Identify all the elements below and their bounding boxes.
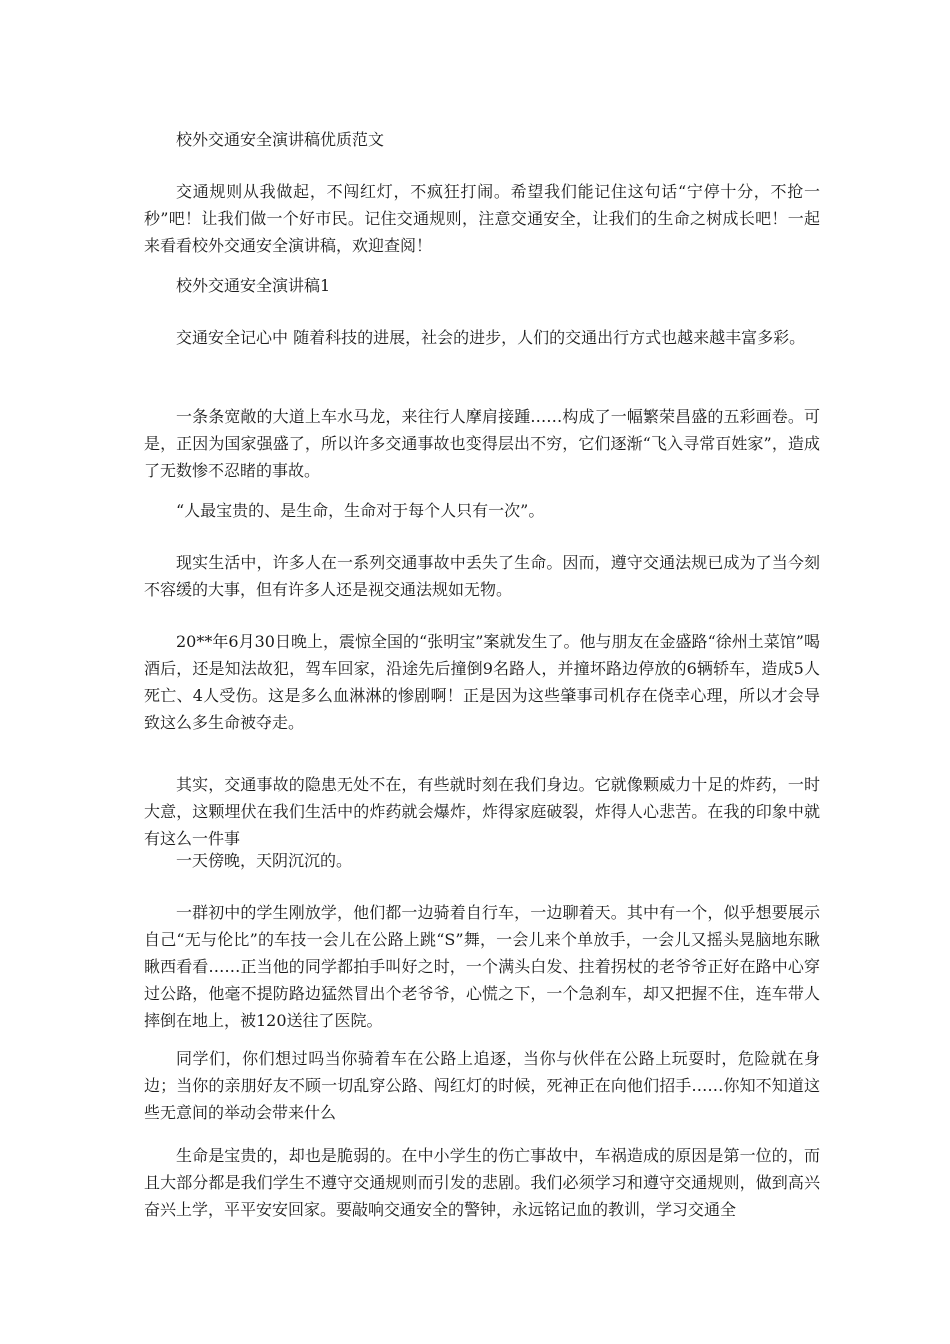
- body-paragraph: 同学们，你们想过吗当你骑着车在公路上追逐，当你与伙伴在公路上玩耍时，危险就在身边；当你的亲朋好友不顾一切乱穿公路、闯红灯的时候，死神正在向他们招手……你知不知道这些无意间的举动会带来什么: [144, 1049, 820, 1122]
- body-paragraph: 20**年6月30日晚上，震惊全国的“张明宝”案就发生了。他与朋友在金盛路“徐州土菜馆”喝酒后，还是知法故犯，驾车回家，沿途先后撞倒9名路人，并撞坏路边停放的6辆轿车，造成5人死亡、4人受伤。这是多么血淋淋的惨剧啊！正是因为这些肇事司机存在侥幸心理，所以才会导致这么多生命被夺走。: [144, 632, 820, 732]
- body-paragraph: “人最宝贵的、是生命，生命对于每个人只有一次”。: [176, 501, 545, 520]
- body-paragraph: 一天傍晚，天阴沉沉的。: [176, 851, 353, 870]
- body-paragraph: 一群初中的学生刚放学，他们都一边骑着自行车，一边聊着天。其中有一个，似乎想要展示自己“无与伦比”的车技一会儿在公路上跳“S”舞，一会儿来个单放手，一会儿又摇头晃脑地东瞅瞅西看看……正当他的同学都拍手叫好之时，一个满头白发、拄着拐杖的老爷爷正好在路中心穿过公路，他毫不提防路边猛然冒出个老爷爷，心慌之下，一个急刹车，却又把握不住，连车带人摔倒在地上，被120送往了医院。: [144, 903, 820, 1030]
- document-title: 校外交通安全演讲稿优质范文: [176, 130, 385, 149]
- body-paragraph: 现实生活中，许多人在一系列交通事故中丢失了生命。因而，遵守交通法规已成为了当今刻不容缓的大事，但有许多人还是视交通法规如无物。: [144, 553, 820, 599]
- body-paragraph: 交通安全记心中 随着科技的进展，社会的进步，人们的交通出行方式也越来越丰富多彩。: [176, 328, 806, 347]
- body-paragraph: 生命是宝贵的，却也是脆弱的。在中小学生的伤亡事故中，车祸造成的原因是第一位的，而且大部分都是我们学生不遵守交通规则而引发的悲剧。我们必须学习和遵守交通规则，做到高兴奋兴上学，平平安安回家。要敲响交通安全的警钟，永远铭记血的教训，学习交通全: [144, 1146, 820, 1219]
- section-heading: 校外交通安全演讲稿1: [176, 276, 331, 295]
- intro-paragraph: 交通规则从我做起，不闯红灯，不疯狂打闹。希望我们能记住这句话“宁停十分，不抢一秒”吧！让我们做一个好市民。记住交通规则，注意交通安全，让我们的生命之树成长吧！一起来看看校外交通安全演讲稿，欢迎查阅！: [144, 182, 820, 255]
- body-paragraph: 其实，交通事故的隐患无处不在，有些就时刻在我们身边。它就像颗威力十足的炸药，一时大意，这颗埋伏在我们生活中的炸药就会爆炸，炸得家庭破裂，炸得人心悲苦。在我的印象中就有这么一件事: [144, 775, 820, 848]
- body-paragraph: 一条条宽敞的大道上车水马龙，来往行人摩肩接踵……构成了一幅繁荣昌盛的五彩画卷。可是，正因为国家强盛了，所以许多交通事故也变得层出不穷，它们逐渐“飞入寻常百姓家”，造成了无数惨不忍睹的事故。: [144, 407, 820, 480]
